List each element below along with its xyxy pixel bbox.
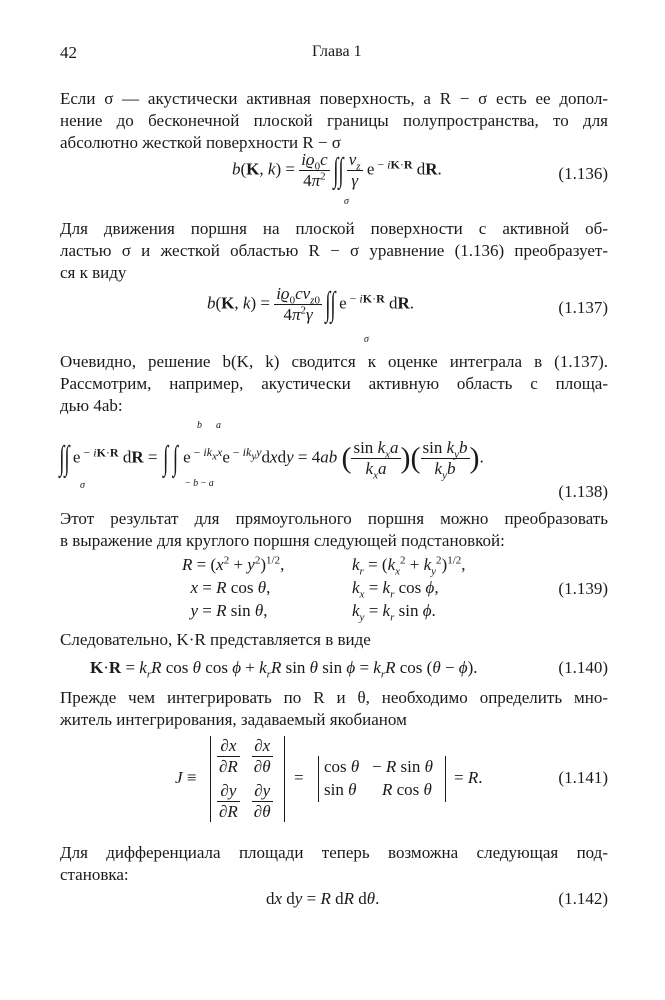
determinant-bar [210, 736, 211, 822]
equation-1-141-rhs: = R. [454, 768, 483, 787]
determinant-row-1: cos θ − R sin θ [324, 757, 433, 776]
integral-limit: a [216, 420, 221, 431]
paragraph-6 [60, 687, 608, 731]
determinant-bar [284, 736, 285, 822]
text-line: Рассмотрим, например, акустически активную область с площа- [60, 374, 608, 393]
integral-limit: b [197, 420, 202, 431]
integral-limit: σ [80, 480, 85, 491]
equation-number: (1.136) [558, 164, 608, 183]
text-line: ся к виду [60, 263, 127, 282]
paragraph-4 [60, 508, 608, 552]
running-header: Глава 1 [312, 43, 362, 60]
text-line: ластью σ и жесткой областью R − σ уравнение (1.136) преобразует- [60, 241, 608, 260]
text-line: Этот результат для прямоугольного поршня можно преобразовать [60, 509, 608, 528]
determinant-bar [318, 756, 319, 802]
equation-number: (1.138) [558, 482, 608, 501]
text-line: нение до бесконечной плоской границы полупространства, то для [60, 111, 608, 130]
text-line: Следовательно, K·R представляется в виде [60, 630, 371, 649]
text-line: в выражение для круглого поршня следующей подстановкой: [60, 531, 505, 550]
text-line: Для движения поршня на плоской поверхности с активной об- [60, 219, 608, 238]
equation-1-136: b(K, k) = $\frac{iϱ_0c}{4\pi^2}$ ∫∫ $\frac{v_z}{\gamma}$ e $^{- iK\cdot R}$ dR. [232, 150, 442, 190]
equation-1-139-row-2b: $k_x = k_r$ cos ϕ, [352, 578, 439, 601]
equation-1-139-row-1b: $k_r = (k_x^2 + k_y^2)^{1/2}$, [352, 554, 466, 578]
paragraph-2 [60, 218, 608, 284]
integral-limit: − b − a [185, 478, 214, 489]
equation-number: (1.140) [558, 658, 608, 677]
equation-1-140: $K\cdot R = k_rR$ cos θ $\cos \phi + k_rR$ sin θ $\sin \phi = k_rR$ cos (θ − ϕ). [90, 658, 478, 681]
equation-number: (1.142) [558, 889, 608, 908]
text-line: абсолютно жесткой поверхности R − σ [60, 133, 341, 152]
equation-1-138: ∫∫ e $^{- iK\cdot R}$ dR = ∫ ∫ e $^{- ik_xx}$e $^{- ik_yy}$dxdy = 4ab ( $\frac{\sin k_xa}{k_xa}$ )( $\frac{\sin k_yb}{k_yb}$ ). [59, 438, 484, 482]
equation-1-142: dx dy = R dR dθ. [266, 889, 380, 908]
jacobian-matrix: $\frac{\partial x}{\partial R}$ $\frac{\partial x}{\partial\theta}$ $\frac{\partial y}{\partial R}$ $\frac{\partial y}{\partial\theta}$ [219, 736, 271, 821]
equation-1-139-row-1: $R = (x^2 + y^2)^{1/2}$, [182, 554, 285, 574]
paragraph-1 [60, 88, 608, 154]
determinant-row-2: sin θ R cos θ [324, 780, 432, 799]
paragraph-3 [60, 351, 608, 417]
equation-1-137: b(K, k) = $\frac{iϱ_0cv_{z0}}{4\pi^2\gamma}$ ∫∫ e $^{- iK\cdot R}$ dR. [207, 284, 415, 324]
equation-number: (1.137) [558, 298, 608, 317]
integral-limit: σ [344, 196, 349, 207]
page-number: 42 [60, 43, 77, 62]
paragraph-7 [60, 842, 608, 886]
text-line: становка: [60, 865, 129, 884]
text-line: Для дифференциала площади теперь возможна следующая под- [60, 843, 608, 862]
text-line: житель интегрирования, задаваемый якобианом [60, 710, 407, 729]
equation-1-139-row-3b: $k_y = k_r$ sin ϕ. [352, 601, 436, 624]
equation-1-139-row-2: x = R cos θ, [190, 578, 271, 597]
equation-1-139-row-3: y = R sin θ, [190, 601, 268, 620]
paragraph-5 [60, 629, 608, 651]
text-line: Очевидно, решение b(K, k) сводится к оценке интеграла в (1.137). [60, 352, 608, 371]
equation-number: (1.141) [558, 768, 608, 787]
text-line: Если σ — акустически активная поверхность, а R − σ есть ее допол- [60, 89, 608, 108]
equation-number: (1.139) [558, 579, 608, 598]
text-line: дью 4ab: [60, 396, 123, 415]
text-line: Прежде чем интегрировать по R и θ, необходимо определить мно- [60, 688, 608, 707]
equation-1-141-lhs: J ≡ [175, 768, 197, 787]
determinant-bar [445, 756, 446, 802]
equals-sign: = [294, 768, 304, 787]
integral-limit: σ [364, 334, 369, 345]
